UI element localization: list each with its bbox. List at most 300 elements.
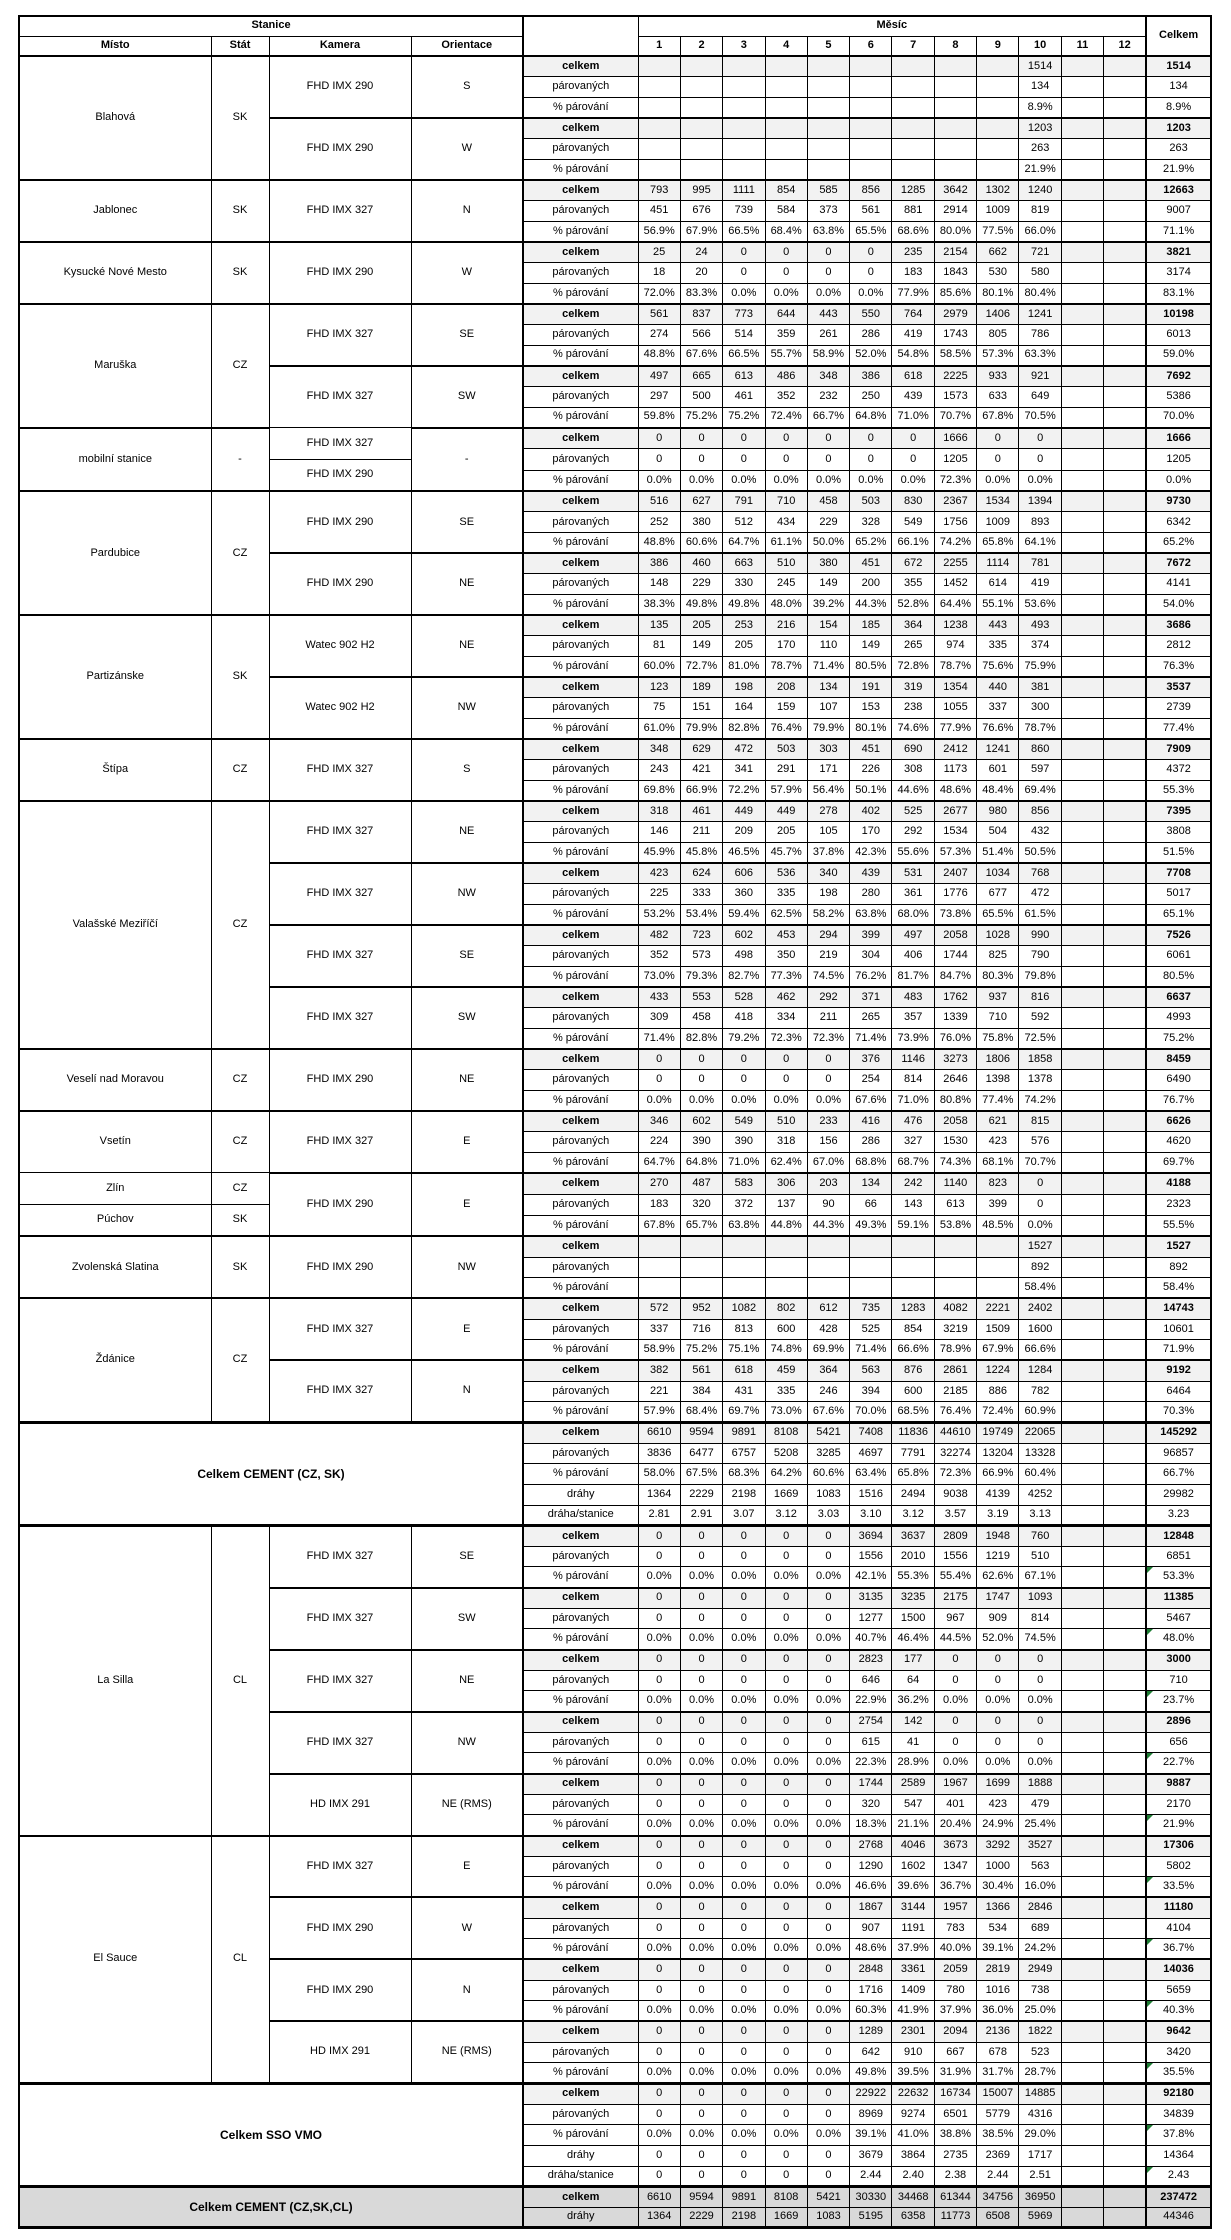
month-cell: 1364 [638,1484,680,1505]
month-cell: 460 [680,553,722,574]
month-cell [1061,242,1103,263]
cell-camera: FHD IMX 327 [269,1526,411,1588]
month-cell: 48.5% [977,1215,1019,1236]
month-cell: 483 [892,987,934,1008]
month-cell [1061,1629,1103,1650]
month-cell: 2861 [934,1360,976,1381]
month-cell: 200 [850,574,892,595]
month-cell: 0.0% [807,1567,849,1588]
month-cell: 0.0% [934,1691,976,1712]
month-cell [1104,1918,1146,1939]
cell-camera: FHD IMX 327 [269,1298,411,1360]
month-cell: 90 [807,1194,849,1215]
month-cell: 0 [1019,1732,1061,1753]
month-cell: 64 [892,1670,934,1691]
row-label: % párování [523,1567,638,1588]
month-cell: 0 [765,1712,807,1733]
cell-orientation: NE [411,1650,523,1712]
month-cell [1104,1319,1146,1340]
month-cell: 63.8% [850,904,892,925]
total-cell: 21.9% [1146,1815,1211,1836]
month-cell [1104,1588,1146,1609]
month-cell: 0.0% [807,1691,849,1712]
month-cell: 536 [765,863,807,884]
month-cell: 0 [723,2083,765,2104]
month-cell: 76.6% [977,719,1019,740]
month-cell: 0 [723,1980,765,2001]
month-cell [1061,987,1103,1008]
cell-state: SK [211,615,269,739]
month-cell: 9274 [892,2104,934,2125]
month-cell [807,1257,849,1278]
month-cell: 1776 [934,884,976,905]
month-cell: 672 [892,553,934,574]
month-cell [1104,1008,1146,1029]
month-cell: 676 [680,201,722,222]
row-label: celkem [523,553,638,574]
month-cell: 0 [680,449,722,470]
month-cell [934,1236,976,1257]
month-cell: 70.5% [1019,407,1061,428]
month-cell: 2754 [850,1712,892,1733]
month-cell: 11773 [934,2207,976,2228]
month-cell: 0 [807,263,849,284]
month-cell: 2367 [934,491,976,512]
row-label: párovaných [523,1194,638,1215]
month-cell [1104,615,1146,636]
month-cell: 0.0% [1019,470,1061,491]
month-cell [807,118,849,139]
month-cell: 64.4% [934,595,976,616]
cell-orientation: SW [411,987,523,1049]
month-cell: 24 [680,242,722,263]
cell-place: Jablonec [19,180,211,242]
month-cell: 376 [850,1049,892,1070]
month-cell: 2154 [934,242,976,263]
month-cell: 70.0% [850,1402,892,1423]
month-cell: 563 [1019,1856,1061,1877]
month-cell: 432 [1019,822,1061,843]
total-cell: 3537 [1146,677,1211,698]
month-cell: 62.6% [977,1567,1019,1588]
row-label: % párování [523,781,638,802]
month-cell: 1146 [892,1049,934,1070]
month-cell [1104,1443,1146,1464]
month-cell: 783 [934,1918,976,1939]
month-cell: 80.3% [977,966,1019,987]
month-cell: 642 [850,2042,892,2063]
month-cell: 576 [1019,1132,1061,1153]
total-cell: 51.5% [1146,842,1211,863]
month-cell: 856 [850,180,892,201]
month-cell [1061,615,1103,636]
cell-camera-split [270,428,411,490]
month-cell: 61.1% [765,533,807,554]
total-cell: 71.9% [1146,1340,1211,1361]
month-cell [1061,2063,1103,2084]
month-cell [1104,366,1146,387]
header-month-1: 1 [638,36,680,56]
month-cell: 146 [638,822,680,843]
month-cell: 66.6% [1019,1340,1061,1361]
month-cell: 84.7% [934,966,976,987]
month-cell: 0 [1019,1194,1061,1215]
month-cell: 0 [680,2104,722,2125]
month-cell [1061,491,1103,512]
month-cell: 0 [723,1608,765,1629]
month-cell: 224 [638,1132,680,1153]
month-cell: 154 [807,615,849,636]
month-cell: 78.7% [934,657,976,678]
month-cell: 31.9% [934,2063,976,2084]
month-cell: 0 [638,2145,680,2166]
row-label: % párování [523,1090,638,1111]
month-cell: 233 [807,1111,849,1132]
month-cell: 500 [680,387,722,408]
cell-camera: HD IMX 291 [269,1774,411,1836]
month-cell: 81 [638,636,680,657]
month-cell: 0.0% [638,1939,680,1960]
month-cell: 72.3% [807,1028,849,1049]
month-cell [1061,760,1103,781]
month-cell: 3836 [638,1443,680,1464]
month-cell: 56.4% [807,781,849,802]
month-cell: 451 [850,739,892,760]
month-cell: 386 [638,553,680,574]
month-cell: 67.8% [977,407,1019,428]
month-cell: 886 [977,1381,1019,1402]
month-cell: 185 [850,615,892,636]
month-cell: 191 [850,677,892,698]
month-cell: 780 [934,1980,976,2001]
cell-camera: FHD IMX 327 [269,987,411,1049]
month-cell: 0 [850,263,892,284]
month-cell: 0 [680,1732,722,1753]
month-cell [1104,1236,1146,1257]
month-cell: 80.1% [977,283,1019,304]
month-cell: 0 [850,428,892,449]
month-cell: 183 [638,1194,680,1215]
month-cell: 431 [723,1381,765,1402]
month-cell: 149 [807,574,849,595]
month-cell: 1093 [1019,1588,1061,1609]
month-cell: 75.9% [1019,657,1061,678]
month-cell [765,159,807,180]
month-cell: 0 [765,1774,807,1795]
month-cell [1061,884,1103,905]
month-cell: 49.8% [850,2063,892,2084]
month-cell [1061,180,1103,201]
month-cell: 2255 [934,553,976,574]
total-cell: 134 [1146,77,1211,98]
row-label: párovaných [523,1070,638,1091]
total-cell: 11180 [1146,1897,1211,1918]
cell-camera: FHD IMX 327 [269,304,411,366]
month-cell: 3.19 [977,1505,1019,1526]
month-cell: 25.4% [1019,1815,1061,1836]
month-cell: 66.5% [723,221,765,242]
month-cell: 0.0% [807,2001,849,2022]
month-cell [765,77,807,98]
cell-camera: FHD IMX 290 [269,1049,411,1111]
month-cell: 48.0% [765,595,807,616]
month-cell: 68.5% [892,1402,934,1423]
month-cell [1061,1008,1103,1029]
month-cell: 1888 [1019,1774,1061,1795]
month-cell: 381 [1019,677,1061,698]
month-cell: 0 [638,1918,680,1939]
month-cell: 183 [892,263,934,284]
month-cell: 633 [977,387,1019,408]
month-cell: 46.4% [892,1629,934,1650]
month-cell [680,1278,722,1299]
month-cell: 58.9% [638,1340,680,1361]
month-cell [1104,946,1146,967]
month-cell: 360 [723,884,765,905]
month-cell: 60.6% [680,533,722,554]
month-cell: 0.0% [638,1877,680,1898]
month-cell [1104,2063,1146,2084]
month-cell: 401 [934,1794,976,1815]
month-cell: 531 [892,863,934,884]
total-cell: 55.5% [1146,1215,1211,1236]
month-cell [1061,595,1103,616]
row-label: % párování [523,1464,638,1485]
month-cell: 0 [680,1650,722,1671]
month-cell: 479 [1019,1794,1061,1815]
month-cell [638,1236,680,1257]
month-cell: 1806 [977,1049,1019,1070]
row-label: párovaných [523,1856,638,1877]
total-cell: 710 [1146,1670,1211,1691]
month-cell: 933 [977,366,1019,387]
cell-camera: FHD IMX 327 [269,801,411,863]
month-cell: 0 [723,242,765,263]
month-cell: 893 [1019,512,1061,533]
month-cell: 208 [765,677,807,698]
month-cell: 1530 [934,1132,976,1153]
cell-camera: FHD IMX 327 [269,925,411,987]
month-cell: 380 [680,512,722,533]
month-cell: 561 [638,304,680,325]
month-cell: 13204 [977,1443,1019,1464]
cell-place-bottom: Púchov [96,1213,134,1226]
month-cell: 0 [934,1650,976,1671]
month-cell: 0 [723,1959,765,1980]
month-cell [1104,407,1146,428]
row-label: celkem [523,1360,638,1381]
row-label: % párování [523,1152,638,1173]
month-cell: 16.0% [1019,1877,1061,1898]
month-cell: 1602 [892,1856,934,1877]
summary-label: Celkem CEMENT (CZ, SK) [19,1422,523,1525]
month-cell [1104,1815,1146,1836]
month-cell: 357 [892,1008,934,1029]
month-cell: 7791 [892,1443,934,1464]
month-cell: 0 [723,1526,765,1547]
month-cell: 0 [638,1856,680,1877]
cell-orientation: SW [411,366,523,428]
month-cell: 82.7% [723,966,765,987]
excel-error-flag-icon [1147,1691,1153,1697]
month-cell: 71.0% [892,407,934,428]
month-cell [1061,966,1103,987]
month-cell: 0 [1019,428,1061,449]
month-cell [1061,863,1103,884]
month-cell: 419 [1019,574,1061,595]
cell-place [19,1173,211,1237]
month-cell: 678 [977,2042,1019,2063]
month-cell [892,1278,934,1299]
month-cell: 1573 [934,387,976,408]
month-cell: 667 [934,2042,976,2063]
month-cell: 0 [638,1049,680,1070]
cell-orientation: S [411,56,523,118]
month-cell: 0 [765,1608,807,1629]
row-label: celkem [523,1712,638,1733]
total-cell: 83.1% [1146,283,1211,304]
month-cell: 0 [850,242,892,263]
cell-orientation: N [411,1360,523,1422]
month-cell: 49.3% [850,1215,892,1236]
month-cell: 42.1% [850,1567,892,1588]
month-cell: 0.0% [680,2063,722,2084]
month-cell: 0 [638,1959,680,1980]
month-cell: 0 [807,1588,849,1609]
month-cell: 0.0% [723,1753,765,1774]
month-cell [765,1257,807,1278]
month-cell: 225 [638,884,680,905]
month-cell: 0 [723,1856,765,1877]
month-cell: 134 [1019,77,1061,98]
month-cell: 64.7% [723,533,765,554]
month-cell [1104,263,1146,284]
month-cell: 2589 [892,1774,934,1795]
month-cell: 602 [723,925,765,946]
month-cell [1061,801,1103,822]
month-cell: 78.9% [934,1340,976,1361]
month-cell: 3637 [892,1526,934,1547]
month-cell: 814 [1019,1608,1061,1629]
month-cell: 72.7% [680,657,722,678]
month-cell: 135 [638,615,680,636]
month-cell: 359 [765,325,807,346]
header-month-12: 12 [1104,36,1146,56]
row-label: % párování [523,1278,638,1299]
month-cell: 6477 [680,1443,722,1464]
cell-camera: Watec 902 H2 [269,677,411,739]
month-cell: 5421 [807,2187,849,2208]
header-month-10: 10 [1019,36,1061,56]
month-cell: 0 [638,1794,680,1815]
month-cell: 226 [850,760,892,781]
month-cell [1061,283,1103,304]
month-cell: 0.0% [723,1090,765,1111]
month-cell: 0 [638,1670,680,1691]
month-cell: 0 [765,1980,807,2001]
month-cell: 55.3% [892,1567,934,1588]
month-cell: 24.9% [977,1815,1019,1836]
month-cell: 75 [638,698,680,719]
month-cell: 2823 [850,1650,892,1671]
month-cell [1104,1794,1146,1815]
month-cell: 406 [892,946,934,967]
month-cell [1104,1381,1146,1402]
month-cell: 0 [934,1670,976,1691]
month-cell: 0.0% [723,1691,765,1712]
header-month-11: 11 [1061,36,1103,56]
month-cell: 1241 [1019,304,1061,325]
row-label: dráhy [523,2207,638,2228]
month-cell [1104,159,1146,180]
month-cell: 0 [680,1526,722,1547]
month-cell: 211 [680,822,722,843]
cell-camera: Watec 902 H2 [269,615,411,677]
month-cell: 170 [765,636,807,657]
month-cell: 1516 [850,1484,892,1505]
cell-state: CZ [211,739,269,801]
row-label: % párování [523,904,638,925]
month-cell: 2094 [934,2021,976,2042]
month-cell: 79.9% [807,719,849,740]
month-cell: 74.2% [1019,1090,1061,1111]
month-cell: 64.7% [638,1152,680,1173]
cell-camera: FHD IMX 290 [269,118,411,180]
month-cell: 0 [765,1526,807,1547]
month-cell: 2.44 [977,2166,1019,2187]
month-cell: 67.9% [977,1340,1019,1361]
month-cell: 58.5% [934,345,976,366]
total-cell: 71.1% [1146,221,1211,242]
month-cell: 525 [850,1319,892,1340]
total-cell: 3000 [1146,1650,1211,1671]
month-cell: 3.10 [850,1505,892,1526]
month-cell: 85.6% [934,283,976,304]
month-cell [638,159,680,180]
total-cell: 44346 [1146,2207,1211,2228]
month-cell: 0.0% [1019,1691,1061,1712]
month-cell: 0 [765,263,807,284]
month-cell: 0.0% [638,1815,680,1836]
month-cell [1061,139,1103,160]
month-cell: 854 [892,1319,934,1340]
month-cell: 1527 [1019,1236,1061,1257]
total-cell: 5802 [1146,1856,1211,1877]
month-cell: 2.38 [934,2166,976,2187]
month-cell: 71.4% [850,1028,892,1049]
month-cell [723,77,765,98]
total-cell: 54.0% [1146,595,1211,616]
month-cell [1061,345,1103,366]
table-row [19,1422,1211,1443]
month-cell [892,118,934,139]
month-cell: 38.5% [977,2125,1019,2146]
month-cell [1061,1132,1103,1153]
month-cell: 8969 [850,2104,892,2125]
month-cell: 0 [807,1526,849,1547]
month-cell: 2198 [723,1484,765,1505]
row-label: % párování [523,2001,638,2022]
total-cell: 58.4% [1146,1278,1211,1299]
month-cell [850,1278,892,1299]
month-cell [1061,1215,1103,1236]
month-cell: 0.0% [765,2125,807,2146]
month-cell: 390 [680,1132,722,1153]
month-cell: 4697 [850,1443,892,1464]
month-cell: 77.4% [977,1090,1019,1111]
total-cell: 37.8% [1146,2125,1211,2146]
month-cell [1061,574,1103,595]
